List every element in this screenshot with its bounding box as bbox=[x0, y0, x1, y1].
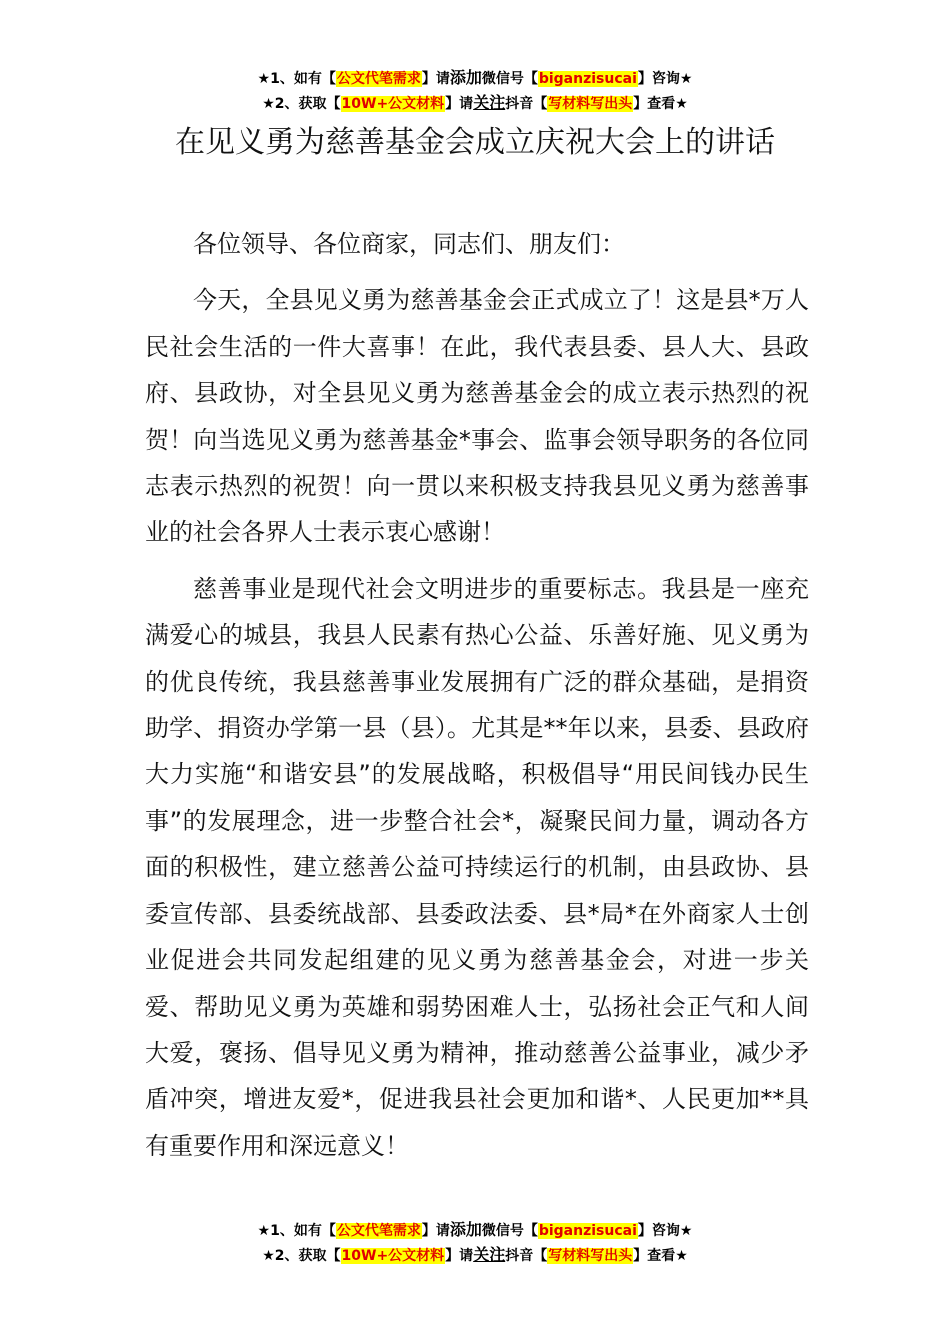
promo-line2-mid1: 】请 bbox=[445, 96, 474, 112]
promo-banner-bottom bbox=[0, 1218, 950, 1268]
promo-line-1 bbox=[0, 66, 950, 91]
promo-line2-mid2: 抖音【 bbox=[505, 1248, 548, 1264]
promo-line2-emph: 关注 bbox=[473, 1245, 506, 1264]
promo-wechat-id[interactable]: biganzisucai bbox=[538, 1223, 637, 1239]
promo-line1-emph: 添加 bbox=[449, 68, 482, 87]
promo-line1-mid2: 微信号【 bbox=[481, 1223, 538, 1239]
promo-wechat-id[interactable]: biganzisucai bbox=[538, 71, 637, 87]
promo-line1-suffix: 】咨询★ bbox=[637, 1223, 693, 1239]
paragraph-2: 慈善事业是现代社会文明进步的重要标志。我县是一座充满爱心的城县，我县人民素有热心公益、乐善好施、见义勇为的优良传统，我县慈善事业发展拥有广泛的群众基础，是捐资助学、捐资办学第一县（县）。尤其是**年以来，县委、县政府大力实施“和谐安县”的发展战略，积极倡导“用民间钱办民生事”的发展理念，进一步整合社会*，凝聚民间力量，调动各方面的积极性，建立慈善公益可持续运行的机制，由县政协、县委宣传部、县委统战部、县委政法委、县*局*在外商家人士创业促进会共同发起组建的见义勇为慈善基金会，对进一步关爱、帮助见义勇为英雄和弱势困难人士，弘扬社会正气和人间大爱，褒扬、倡导见义勇为精神，推动慈善公益事业，减少矛盾冲突，增进友爱*，促进我县社会更加和谐*、人民更加**具有重要作用和深远意义！ bbox=[145, 574, 809, 1160]
promo-line2-suffix: 】查看★ bbox=[633, 96, 688, 112]
promo-tag-materials: 10W+公文材料 bbox=[341, 1248, 445, 1264]
salutation: 各位领导、各位商家，同志们、朋友们： bbox=[193, 230, 625, 258]
promo-line2-suffix: 】查看★ bbox=[633, 1248, 688, 1264]
promo-line1-suffix: 】咨询★ bbox=[637, 71, 693, 87]
promo-line1-prefix: ★1、如有【 bbox=[257, 1223, 336, 1239]
promo-douyin-account[interactable]: 写材料写出头 bbox=[548, 96, 633, 112]
promo-line2-mid1: 】请 bbox=[445, 1248, 474, 1264]
paragraph-1: 今天，全县见义勇为慈善基金会正式成立了！这是县*万人民社会生活的一件大喜事！在此，我代表县委、县人大、县政府、县政协，对全县见义勇为慈善基金会的成立表示热烈的祝贺！向当选见义勇为慈善基金*事会、监事会领导职务的各位同志表示热烈的祝贺！向一贯以来积极支持我县见义勇为慈善事业的社会各界人士表示衷心感谢！ bbox=[145, 286, 809, 547]
promo-line2-prefix: ★2、获取【 bbox=[262, 96, 341, 112]
document-body bbox=[145, 221, 809, 1169]
promo-line2-mid2: 抖音【 bbox=[505, 96, 548, 112]
promo-line2-prefix: ★2、获取【 bbox=[262, 1248, 341, 1264]
promo-line1-emph: 添加 bbox=[449, 1220, 482, 1239]
document-title: 在见义勇为慈善基金会成立庆祝大会上的讲话 bbox=[175, 125, 775, 160]
promo-line-2-bottom bbox=[0, 1243, 950, 1268]
promo-tag-ghostwriting: 公文代笔需求 bbox=[336, 71, 421, 87]
promo-line2-emph: 关注 bbox=[473, 93, 506, 112]
promo-line-1-bottom bbox=[0, 1218, 950, 1243]
promo-line1-prefix: ★1、如有【 bbox=[257, 71, 336, 87]
promo-line1-mid2: 微信号【 bbox=[481, 71, 538, 87]
promo-douyin-account[interactable]: 写材料写出头 bbox=[548, 1248, 633, 1264]
promo-line-2 bbox=[0, 91, 950, 116]
promo-banner-top bbox=[0, 66, 950, 116]
promo-line1-mid1: 】请 bbox=[421, 1223, 450, 1239]
promo-tag-materials: 10W+公文材料 bbox=[341, 96, 445, 112]
promo-line1-mid1: 】请 bbox=[421, 71, 450, 87]
promo-tag-ghostwriting: 公文代笔需求 bbox=[336, 1223, 421, 1239]
